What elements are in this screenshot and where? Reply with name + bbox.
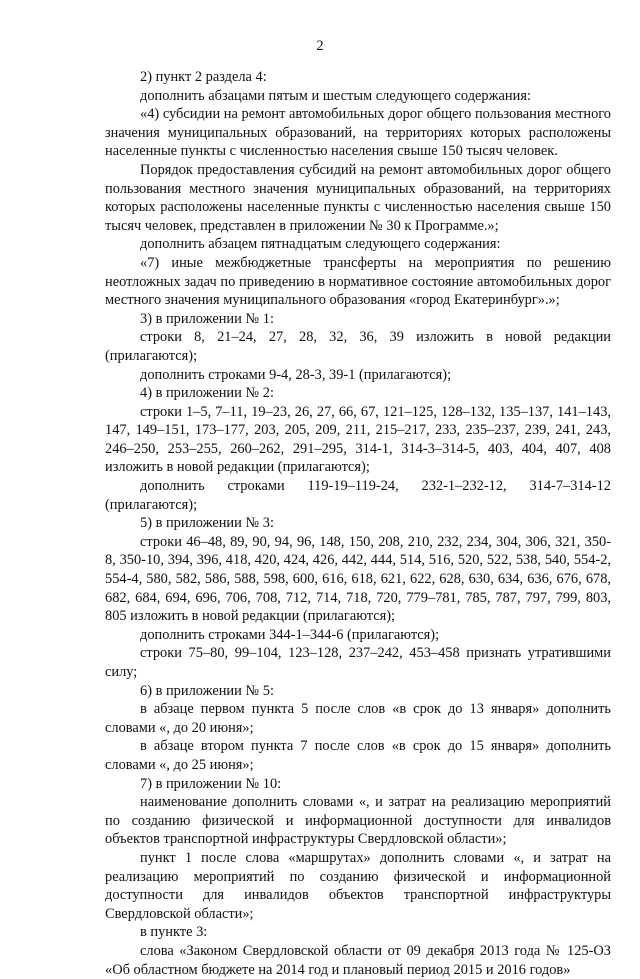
body-paragraph: 6) в приложении № 5: [140,682,274,699]
body-paragraph: 3) в приложении № 1: [140,310,274,327]
document-body [105,68,611,979]
body-paragraph: 2) пункт 2 раздела 4: [140,69,267,85]
body-paragraph: «7) иные межбюджетные трансферты на мероприятия по решению неотложных задач по приведению в нормативное состояние автомобильных дорог местного значения муниципального образования «город Екатеринбург».»; [105,254,611,309]
body-paragraph: дополнить строками 119-19–119-24, 232-1–232-12, 314-7–314-12 (прилагаются); [105,478,611,513]
body-paragraph: «4) субсидии на ремонт автомобильных дорог общего пользования местного значения муниципальных образований, на территориях которых расположены населенные пункты с численностью населения свыше 150 тысяч человек. [105,106,611,160]
body-paragraph: дополнить абзацем пятнадцатым следующего содержания: [140,236,501,253]
body-paragraph: 5) в приложении № 3: [140,515,274,532]
body-paragraph: 4) в приложении № 2: [140,385,274,402]
body-paragraph: слова «Законом Свердловской области от 09 декабря 2013 года № 125-ОЗ «Об областном бюджете на 2014 год и плановый период 2015 и 2016 годов» [105,942,611,978]
body-paragraph: пункт 1 после слова «маршрутах» дополнить словами «, и затрат на реализацию мероприятий по созданию физической и информационной доступности для инвалидов объектов транспортной инфраструктуры Свердловской области»; [105,849,611,922]
body-paragraph: строки 46–48, 89, 90, 94, 96, 148, 150, 208, 210, 232, 234, 304, 306, 321, 350-8, 350-10, 394, 396, 418, 420, 424, 426, 442, 444, 514, 516, 520, 522, 538, 540, 554-2, 554-4, 580, 582, 586, 588, 598, 600, 616, 618, 621, 622, 628, 630, 634, 636, 676, 678, 682, 684, 694, 696, 706, 708, 712, 714, 718, 720, 779–781, 785, 787, 797, 799, 803, 805 изложить в новой редакции (прилагаются); [105,533,611,625]
body-paragraph: дополнить строками 9-4, 28-3, 39-1 (прилагаются); [140,366,452,383]
body-paragraph: в пункте 3: [140,924,208,941]
page-number: 2 [316,38,324,54]
body-paragraph: дополнить строками 344-1–344-6 (прилагаются); [140,626,440,643]
body-paragraph: строки 75–80, 99–104, 123–128, 237–242, 453–458 признать утратившими силу; [105,645,611,680]
body-paragraph: в абзаце втором пункта 7 после слов «в срок до 15 января» дополнить словами «, до 25 июня»; [105,738,611,773]
body-paragraph: наименование дополнить словами «, и затрат на реализацию мероприятий по созданию физической и информационной доступности для инвалидов объектов транспортной инфраструктуры Свердловской области»; [105,794,611,848]
body-paragraph: строки 1–5, 7–11, 19–23, 26, 27, 66, 67, 121–125, 128–132, 135–137, 141–143, 147, 149–151, 173–177, 203, 205, 209, 211, 215–217, 233, 235–237, 239, 241, 243, 246–250, 253–255, 260–262, 291–295, 314-1, 314-3–314-5, 403, 404, 407, 408 изложить в новой редакции (прилагаются); [105,403,611,476]
body-paragraph: 7) в приложении № 10: [140,775,282,792]
body-paragraph: Порядок предоставления субсидий на ремонт автомобильных дорог общего пользования местного значения муниципальных образований, на территориях которых расположены населенные пункты с численностью населения свыше 150 тысяч человек, представлен в приложении № 30 к Программе.»; [105,161,611,234]
body-paragraph: строки 8, 21–24, 27, 28, 32, 36, 39 изложить в новой редакции (прилагаются); [105,329,611,364]
body-paragraph: дополнить абзацами пятым и шестым следующего содержания: [140,87,531,104]
body-paragraph: в абзаце первом пункта 5 после слов «в срок до 13 января» дополнить словами «, до 20 июня»; [105,701,611,736]
